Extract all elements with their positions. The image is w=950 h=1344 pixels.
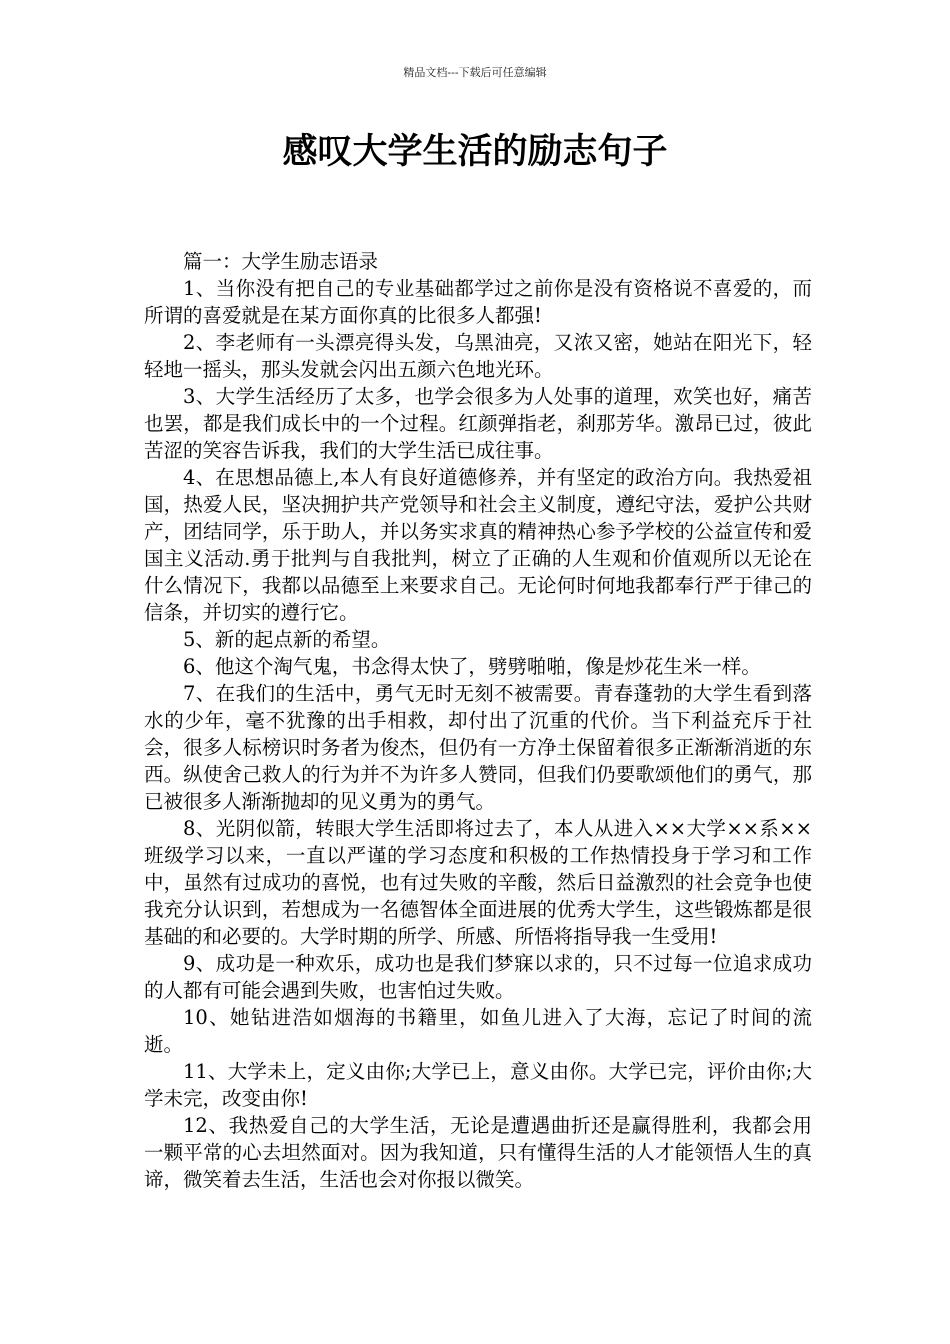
paragraph-1: 1、当你没有把自己的专业基础都学过之前你是没有资格说不喜爱的，而所谓的喜爱就是在某方面你真的比很多人都强! <box>144 277 812 327</box>
paragraph-6: 6、他这个淘气鬼，书念得太快了，劈劈啪啪，像是炒花生米一样。 <box>183 655 761 678</box>
paragraph-12: 12、我热爱自己的大学生活，无论是遭遇曲折还是赢得胜利，我都会用一颗平常的心去坦然面对。因为我知道，只有懂得生活的人才能领悟人生的真谛，微笑着去生活，生活也会对你报以微笑。 <box>144 1114 812 1191</box>
paragraph-7: 7、在我们的生活中，勇气无时无刻不被需要。青春蓬勃的大学生看到落水的少年，毫不犹豫的出手相救，却付出了沉重的代价。当下利益充斥于社会，很多人标榜识时务者为俊杰，但仍有一方净土保留着很多正渐渐消逝的东西。纵使舍己救人的行为并不为许多人赞同，但我们仍要歌颂他们的勇气，那已被很多人渐渐抛却的见义勇为的勇气。 <box>144 682 812 813</box>
paragraph-3: 3、大学生活经历了太多，也学会很多为人处事的道理，欢笑也好，痛苦也罢，都是我们成长中的一个过程。红颜弹指老，刹那芳华。激昂已过，彼此苦涩的笑容告诉我，我们的大学生活已成往事。 <box>144 385 812 462</box>
paragraph-4: 4、在思想品德上,本人有良好道德修养，并有坚定的政治方向。我热爱祖国，热爱人民，坚决拥护共产党领导和社会主义制度，遵纪守法，爱护公共财产，团结同学，乐于助人，并以务实求真的精神热心参予学校的公益宣传和爱国主义活动.勇于批判与自我批判，树立了正确的人生观和价值观所以无论在什么情况下，我都以品德至上来要求自己。无论何时何地我都奉行严于律己的信条，并切实的遵行它。 <box>144 466 812 624</box>
paragraph-11: 11、大学未上，定义由你;大学已上，意义由你。大学已完，评价由你;大学未完，改变由你! <box>144 1060 812 1110</box>
paragraph-2: 2、李老师有一头漂亮得头发，乌黑油亮，又浓又密，她站在阳光下，轻轻地一摇头，那头发就会闪出五颜六色地光环。 <box>144 331 812 381</box>
header-note: 精品文档---下载后可任意编辑 <box>403 66 547 79</box>
section-heading: 篇一：大学生励志语录 <box>183 250 379 273</box>
paragraph-8: 8、光阴似箭，转眼大学生活即将过去了，本人从进入××大学××系××班级学习以来，一直以严谨的学习态度和积极的工作热情投身于学习和工作中，虽然有过成功的喜悦，也有过失败的辛酸，然后日益激烈的社会竞争也使我充分认识到，若想成为一名德智体全面进展的优秀大学生，这些锻炼都是很基础的和必要的。大学时期的所学、所感、所悟将指导我一生受用! <box>144 817 812 948</box>
paragraph-9: 9、成功是一种欢乐，成功也是我们梦寐以求的，只不过每一位追求成功的人都有可能会遇到失败，也害怕过失败。 <box>144 952 812 1002</box>
document-body <box>144 248 812 1193</box>
document-title: 感叹大学生活的励志句子 <box>282 132 668 172</box>
paragraph-10: 10、她钻进浩如烟海的书籍里，如鱼儿进入了大海，忘记了时间的流逝。 <box>144 1006 812 1056</box>
paragraph-5: 5、新的起点新的希望。 <box>183 628 391 651</box>
